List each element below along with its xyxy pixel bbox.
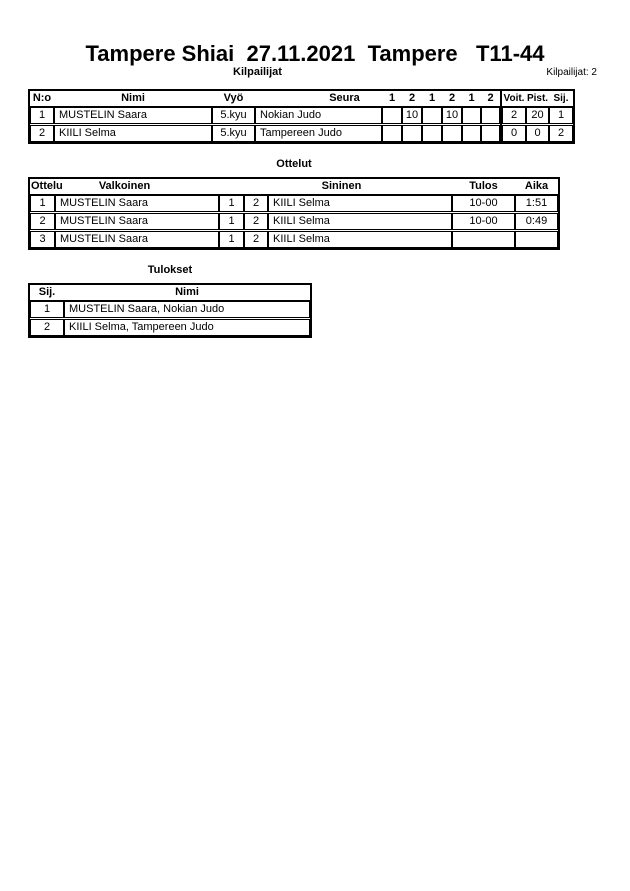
results-table-header (30, 285, 310, 301)
header-club: Seura (329, 92, 360, 104)
header-match: Ottelu (31, 180, 63, 192)
header-score-6: 2 (487, 92, 494, 104)
match-number: 3 (30, 231, 55, 248)
competitor-name: MUSTELIN Saara (54, 107, 212, 124)
header-result: Tulos (469, 180, 498, 192)
matches-section-title: Ottelut (276, 158, 312, 170)
page-title: Tampere Shiai 27.11.2021 Tampere T11-44 (85, 41, 545, 66)
score-cell (462, 107, 481, 124)
competitor-club: Tampereen Judo (255, 125, 382, 142)
match-result: 10-00 (452, 195, 515, 212)
blue-number: 2 (244, 213, 268, 230)
match-time: 1:51 (515, 195, 558, 212)
white-competitor: MUSTELIN Saara (55, 213, 219, 230)
header-wins: Voit. (503, 93, 525, 104)
score-cell (462, 125, 481, 142)
score-cell (402, 125, 422, 142)
match-time (515, 231, 558, 248)
header-place: Sij. (553, 93, 569, 104)
competitor-number: 2 (30, 125, 54, 142)
summary-header (502, 91, 573, 107)
result-place: 2 (30, 319, 64, 336)
competitor-club: Nokian Judo (255, 107, 382, 124)
score-cell (382, 107, 402, 124)
points-value: 0 (526, 125, 549, 142)
competitor-number: 1 (30, 107, 54, 124)
match-number: 1 (30, 195, 55, 212)
results-section-title: Tulokset (147, 264, 193, 276)
match-row (30, 195, 558, 212)
match-number: 2 (30, 213, 55, 230)
white-competitor: MUSTELIN Saara (55, 195, 219, 212)
match-row (30, 231, 558, 248)
competitor-belt: 5.kyu (212, 125, 255, 142)
result-name: KIILI Selma, Tampereen Judo (64, 319, 310, 336)
score-cell: 10 (402, 107, 422, 124)
header-blue: Sininen (321, 180, 362, 192)
points-value: 20 (526, 107, 549, 124)
summary-row (502, 107, 573, 124)
header-name: Nimi (121, 92, 145, 104)
header-score-3: 1 (428, 92, 436, 104)
competitors-count-label: Kilpailijat: 2 (546, 67, 597, 78)
header-result-place: Sij. (38, 286, 56, 298)
competitor-name: KIILI Selma (54, 125, 212, 142)
wins-value: 2 (502, 107, 526, 124)
header-score-4: 2 (448, 92, 456, 104)
result-row (30, 319, 310, 336)
header-points: Pist. (526, 93, 549, 104)
competitors-table-header (30, 91, 500, 107)
competitor-row (30, 125, 500, 142)
white-competitor: MUSTELIN Saara (55, 231, 219, 248)
matches-table-header (30, 179, 558, 195)
competitors-table (28, 89, 575, 144)
header-time: Aika (524, 180, 549, 192)
header-no: N:o (32, 92, 52, 104)
blue-number: 2 (244, 231, 268, 248)
score-cell (442, 125, 462, 142)
header-white: Valkoinen (98, 180, 151, 192)
header-score-2: 2 (408, 92, 416, 104)
result-place: 1 (30, 301, 64, 318)
match-row (30, 213, 558, 230)
competitors-table-summary (502, 91, 573, 142)
header-belt: Vyö (223, 92, 244, 104)
score-cell (481, 125, 500, 142)
header-score-1: 1 (388, 92, 396, 104)
place-value: 1 (549, 107, 573, 124)
results-table (28, 283, 312, 338)
match-result (452, 231, 515, 248)
place-value: 2 (549, 125, 573, 142)
blue-competitor: KIILI Selma (268, 213, 452, 230)
result-name: MUSTELIN Saara, Nokian Judo (64, 301, 310, 318)
score-cell (382, 125, 402, 142)
result-row (30, 301, 310, 318)
blue-number: 2 (244, 195, 268, 212)
white-number: 1 (219, 195, 244, 212)
match-result: 10-00 (452, 213, 515, 230)
white-number: 1 (219, 231, 244, 248)
competitors-section-title: Kilpailijat (233, 66, 282, 78)
header-group-white (30, 179, 219, 194)
competitor-row (30, 107, 500, 124)
blue-competitor: KIILI Selma (268, 195, 452, 212)
summary-row (502, 125, 573, 142)
competitor-belt: 5.kyu (212, 107, 255, 124)
match-time: 0:49 (515, 213, 558, 230)
matches-table (28, 177, 560, 250)
header-result-name: Nimi (175, 286, 199, 298)
score-cell (481, 107, 500, 124)
competitors-table-main (30, 91, 500, 142)
score-cell: 10 (442, 107, 462, 124)
wins-value: 0 (502, 125, 526, 142)
score-cell (422, 107, 442, 124)
blue-competitor: KIILI Selma (268, 231, 452, 248)
score-cell (422, 125, 442, 142)
header-score-5: 1 (468, 92, 475, 104)
white-number: 1 (219, 213, 244, 230)
